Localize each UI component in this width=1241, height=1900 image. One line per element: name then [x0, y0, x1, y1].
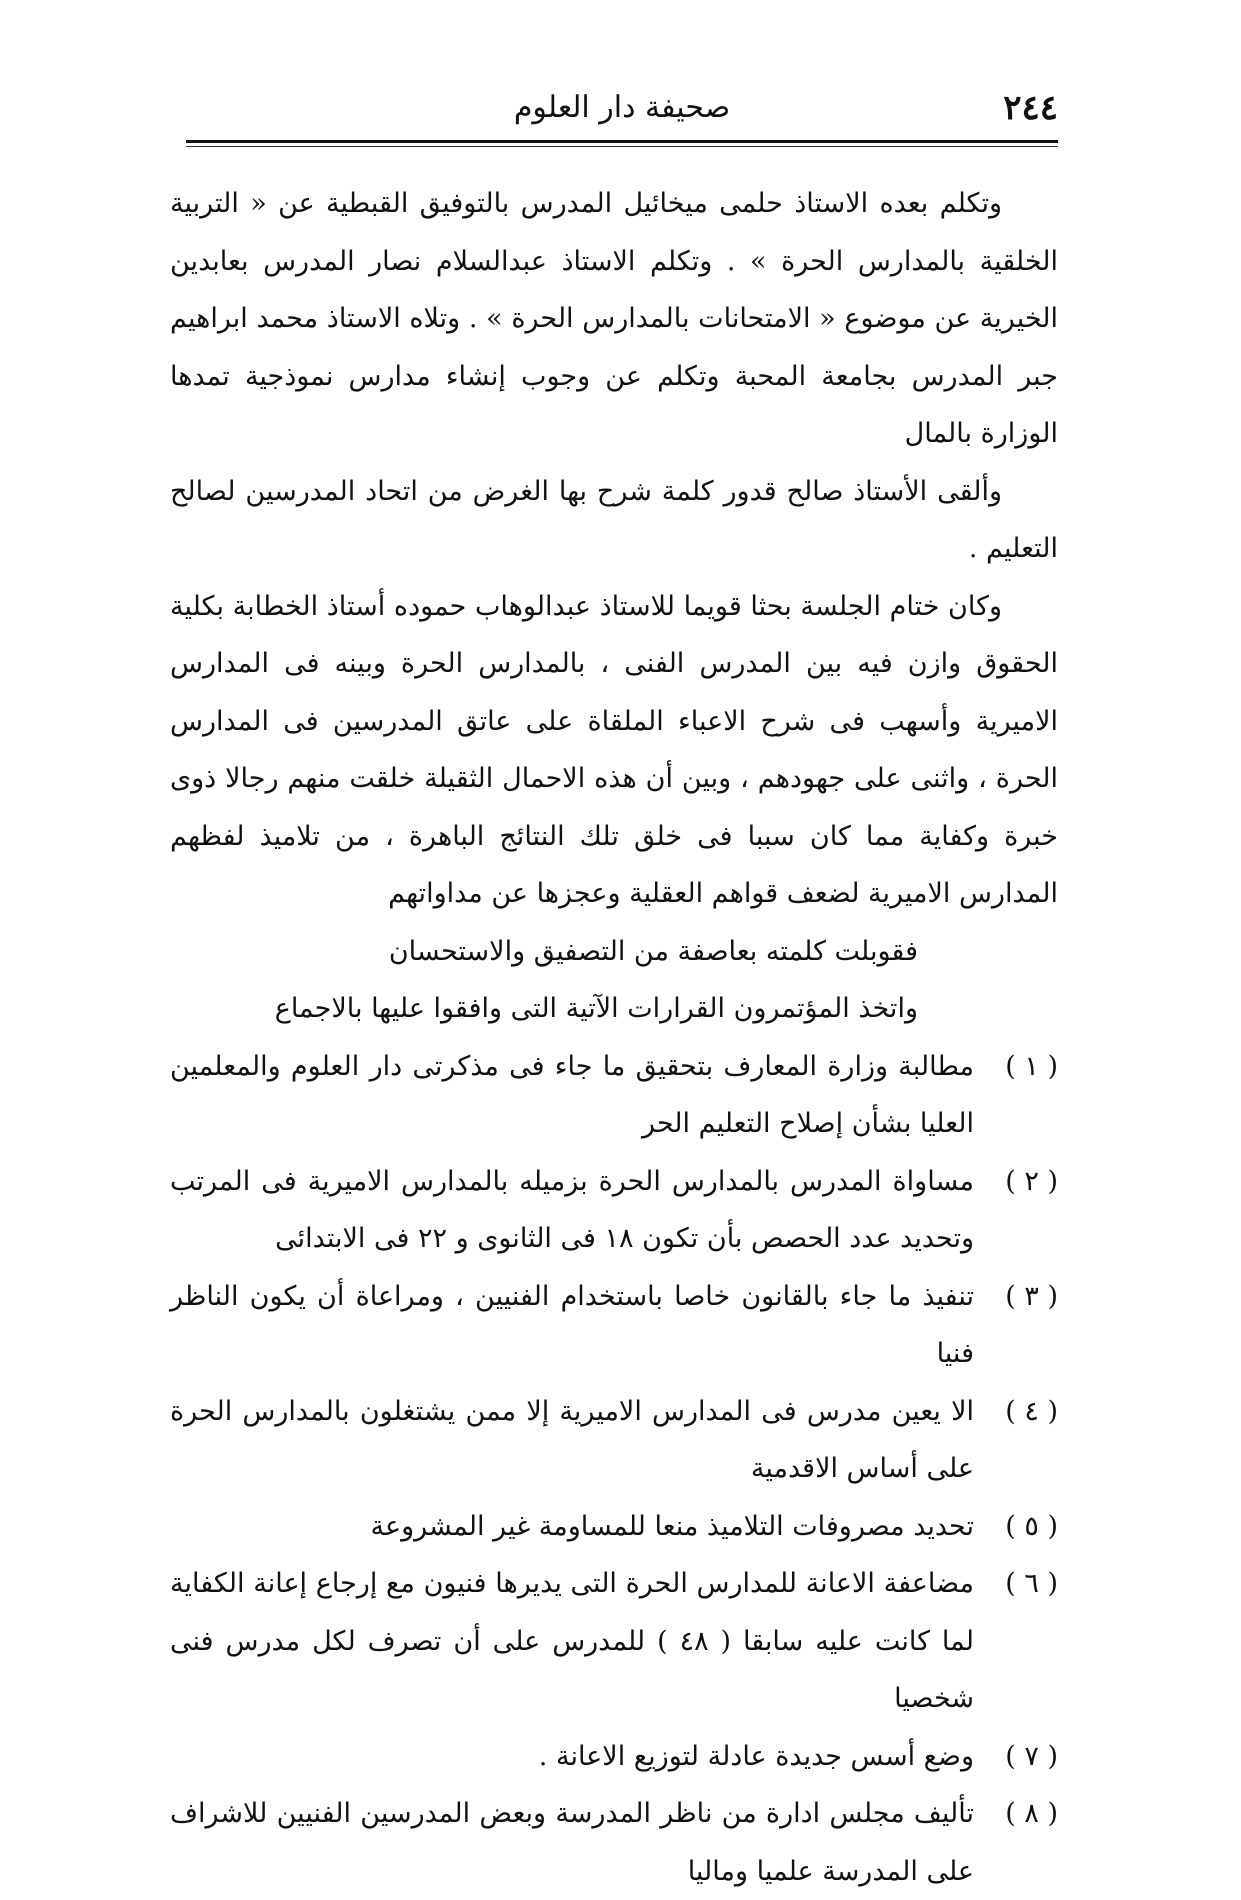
resolution-item	[170, 1728, 1058, 1786]
resolution-text: وضع أسس جديدة عادلة لتوزيع الاعانة .	[170, 1728, 974, 1786]
paragraph-saleh-qaddour: وألقى الأستاذ صالح قدور كلمة شرح بها الغرض من اتحاد المدرسين لصالح التعليم .	[170, 463, 1058, 578]
resolution-number: ( ٧ )	[974, 1728, 1058, 1786]
resolution-number: ( ٥ )	[974, 1498, 1058, 1556]
applause-line: فقوبلت كلمته بعاصفة من التصفيق والاستحسان	[170, 923, 1058, 981]
resolution-number: ( ٤ )	[974, 1383, 1058, 1441]
resolution-item	[170, 1785, 1058, 1900]
running-title: صحيفة دار العلوم	[186, 88, 1058, 128]
resolutions-list	[170, 1038, 1058, 1900]
resolutions-intro: واتخذ المؤتمرون القرارات الآتية التى وافقوا عليها بالاجماع	[170, 980, 1058, 1038]
article-body	[170, 175, 1058, 1900]
resolution-number: ( ٢ )	[974, 1153, 1058, 1211]
resolution-item	[170, 1498, 1058, 1556]
resolution-item	[170, 1153, 1058, 1268]
resolution-number: ( ٣ )	[974, 1268, 1058, 1326]
resolution-text: مساواة المدرس بالمدارس الحرة بزميله بالمدارس الاميرية فى المرتب وتحديد عدد الحصص بأن تكون ١٨ فى الثانوى و ٢٢ فى الابتدائى	[170, 1153, 974, 1268]
header-rule	[186, 140, 1058, 143]
resolution-text: تنفيذ ما جاء بالقانون خاصا باستخدام الفنيين ، ومراعاة أن يكون الناظر فنيا	[170, 1268, 974, 1383]
resolution-text: تأليف مجلس ادارة من ناظر المدرسة وبعض المدرسين الفنيين للاشراف على المدرسة علميا وماليا	[170, 1785, 974, 1900]
page-number: ٢٤٤	[1003, 88, 1058, 128]
resolution-item	[170, 1268, 1058, 1383]
header-rule-thin	[186, 146, 1058, 147]
page-header	[186, 88, 1058, 138]
resolution-text: مضاعفة الاعانة للمدارس الحرة التى يديرها فنيون مع إرجاع إعانة الكفاية لما كانت عليه سابقا ( ٤٨ ) للمدرس على أن تصرف لكل مدرس فنى شخصيا	[170, 1555, 974, 1728]
paragraph-speakers: وتكلم بعده الاستاذ حلمى ميخائيل المدرس بالتوفيق القبطية عن « التربية الخلقية بالمدارس الحرة » . وتكلم الاستاذ عبدالسلام نصار المدرس بعابدين الخيرية عن موضوع « الامتحانات بالمدارس الحرة » . وتلاه الاستاذ محمد ابراهيم جبر المدرس بجامعة المحبة وتكلم عن وجوب إنشاء مدارس نموذجية تمدها الوزارة بالمال	[170, 175, 1058, 463]
paragraph-closing-talk: وكان ختام الجلسة بحثا قويما للاستاذ عبدالوهاب حموده أستاذ الخطابة بكلية الحقوق وازن فيه بين المدرس الفنى ، بالمدارس الحرة وبينه فى المدارس الاميرية وأسهب فى شرح الاعباء الملقاة على عاتق المدرسين فى المدارس الحرة ، واثنى على جهودهم ، وبين أن هذه الاحمال الثقيلة خلقت منهم رجالا ذوى خبرة وكفاية مما كان سببا فى خلق تلك النتائج الباهرة ، من تلاميذ لفظهم المدارس الاميرية لضعف قواهم العقلية وعجزها عن مداواتهم	[170, 578, 1058, 923]
resolution-number: ( ٨ )	[974, 1785, 1058, 1843]
resolution-number: ( ١ )	[974, 1038, 1058, 1096]
resolution-text: الا يعين مدرس فى المدارس الاميرية إلا ممن يشتغلون بالمدارس الحرة على أساس الاقدمية	[170, 1383, 974, 1498]
resolution-number: ( ٦ )	[974, 1555, 1058, 1613]
resolution-text: مطالبة وزارة المعارف بتحقيق ما جاء فى مذكرتى دار العلوم والمعلمين العليا بشأن إصلاح التعليم الحر	[170, 1038, 974, 1153]
resolution-item	[170, 1383, 1058, 1498]
resolution-item	[170, 1038, 1058, 1153]
resolution-item	[170, 1555, 1058, 1728]
resolution-text: تحديد مصروفات التلاميذ منعا للمساومة غير المشروعة	[170, 1498, 974, 1556]
